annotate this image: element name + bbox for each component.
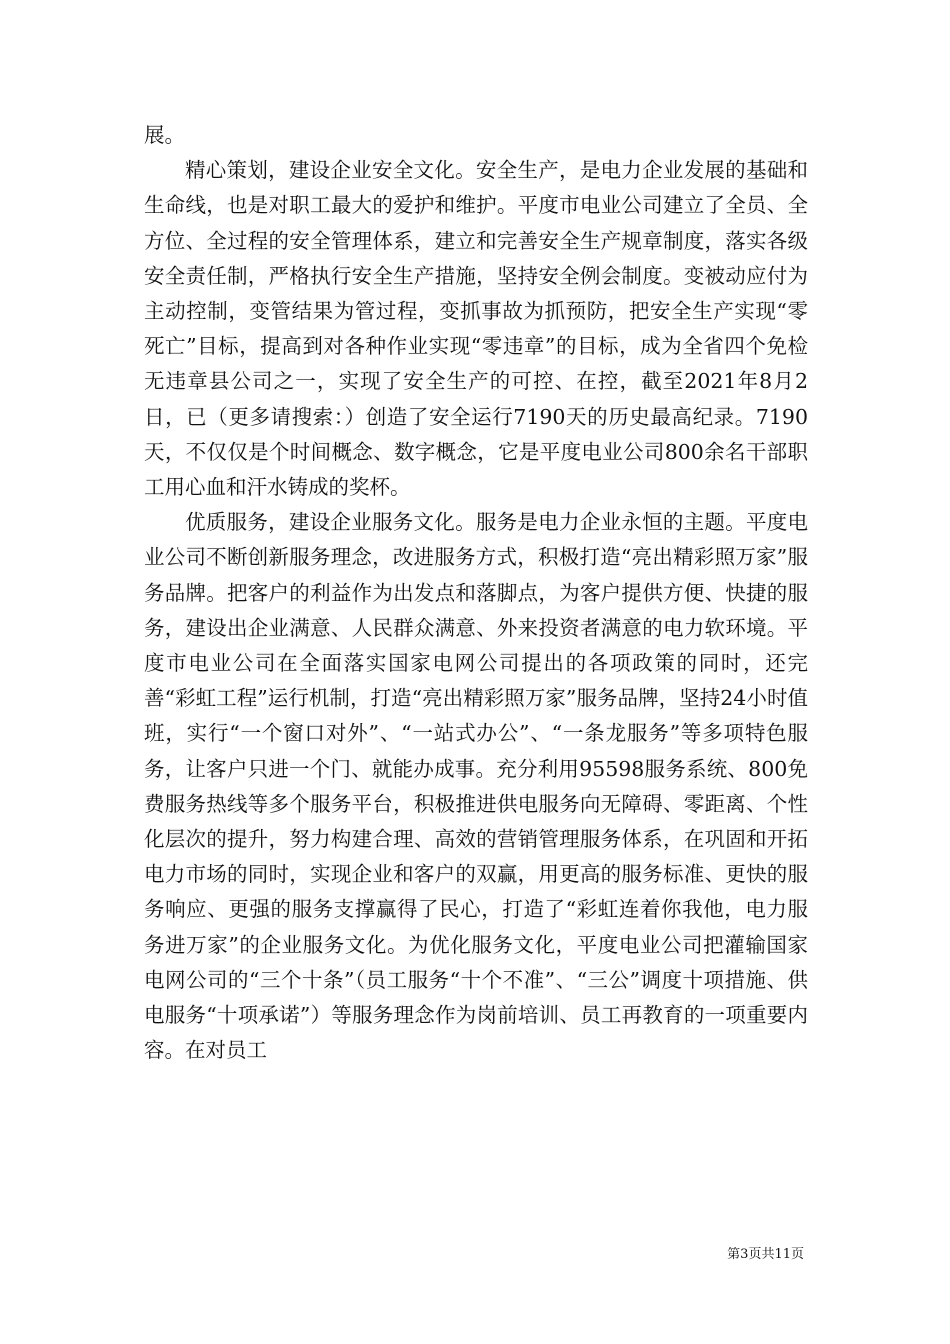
page-number: 第3页共11页 bbox=[727, 1247, 804, 1262]
document-body bbox=[144, 118, 808, 1068]
paragraph-service-culture: 优质服务，建设企业服务文化。服务是电力企业永恒的主题。平度电业公司不断创新服务理念，改进服务方式，积极打造“亮出精彩照万家”服务品牌。把客户的利益作为出发点和落脚点，为客户提供方便、快捷的服务，建设出企业满意、人民群众满意、外来投资者满意的电力软环境。平度市电业公司在全面落实国家电网公司提出的各项政策的同时，还完善“彩虹工程”运行机制，打造“亮出精彩照万家”服务品牌，坚持24小时值班，实行“一个窗口对外”、“一站式办公”、“一条龙服务”等多项特色服务，让客户只进一个门、就能办成事。充分利用95598服务系统、800免费服务热线等多个服务平台，积极推进供电服务向无障碍、零距离、个性化层次的提升，努力构建合理、高效的营销管理服务体系，在巩固和开拓电力市场的同时，实现企业和客户的双赢，用更高的服务标准、更快的服务响应、更强的服务支撑赢得了民心，打造了“彩虹连着你我他，电力服务进万家”的企业服务文化。为优化服务文化，平度电业公司把灌输国家电网公司的“三个十条”（员工服务“十个不准”、“三公”调度十项措施、供电服务“十项承诺”）等服务理念作为岗前培训、员工再教育的一项重要内容。在对员工 bbox=[144, 510, 808, 1063]
paragraph-safety-culture: 精心策划，建设企业安全文化。安全生产，是电力企业发展的基础和生命线，也是对职工最大的爱护和维护。平度市电业公司建立了全员、全方位、全过程的安全管理体系，建立和完善安全生产规章制度，落实各级安全责任制，严格执行安全生产措施，坚持安全例会制度。变被动应付为主动控制，变管结果为管过程，变抓事故为抓预防，把安全生产实现“零死亡”目标，提高到对各种作业实现“零违章”的目标，成为全省四个免检无违章县公司之一，实现了安全生产的可控、在控，截至2021年8月2日，已（更多请搜索：）创造了安全运行7190天的历史最高纪录。7190天，不仅仅是个时间概念、数字概念，它是平度电业公司800余名干部职工用心血和汗水铸成的奖杯。 bbox=[144, 158, 808, 500]
paragraph-continuation: 展。 bbox=[144, 123, 185, 147]
